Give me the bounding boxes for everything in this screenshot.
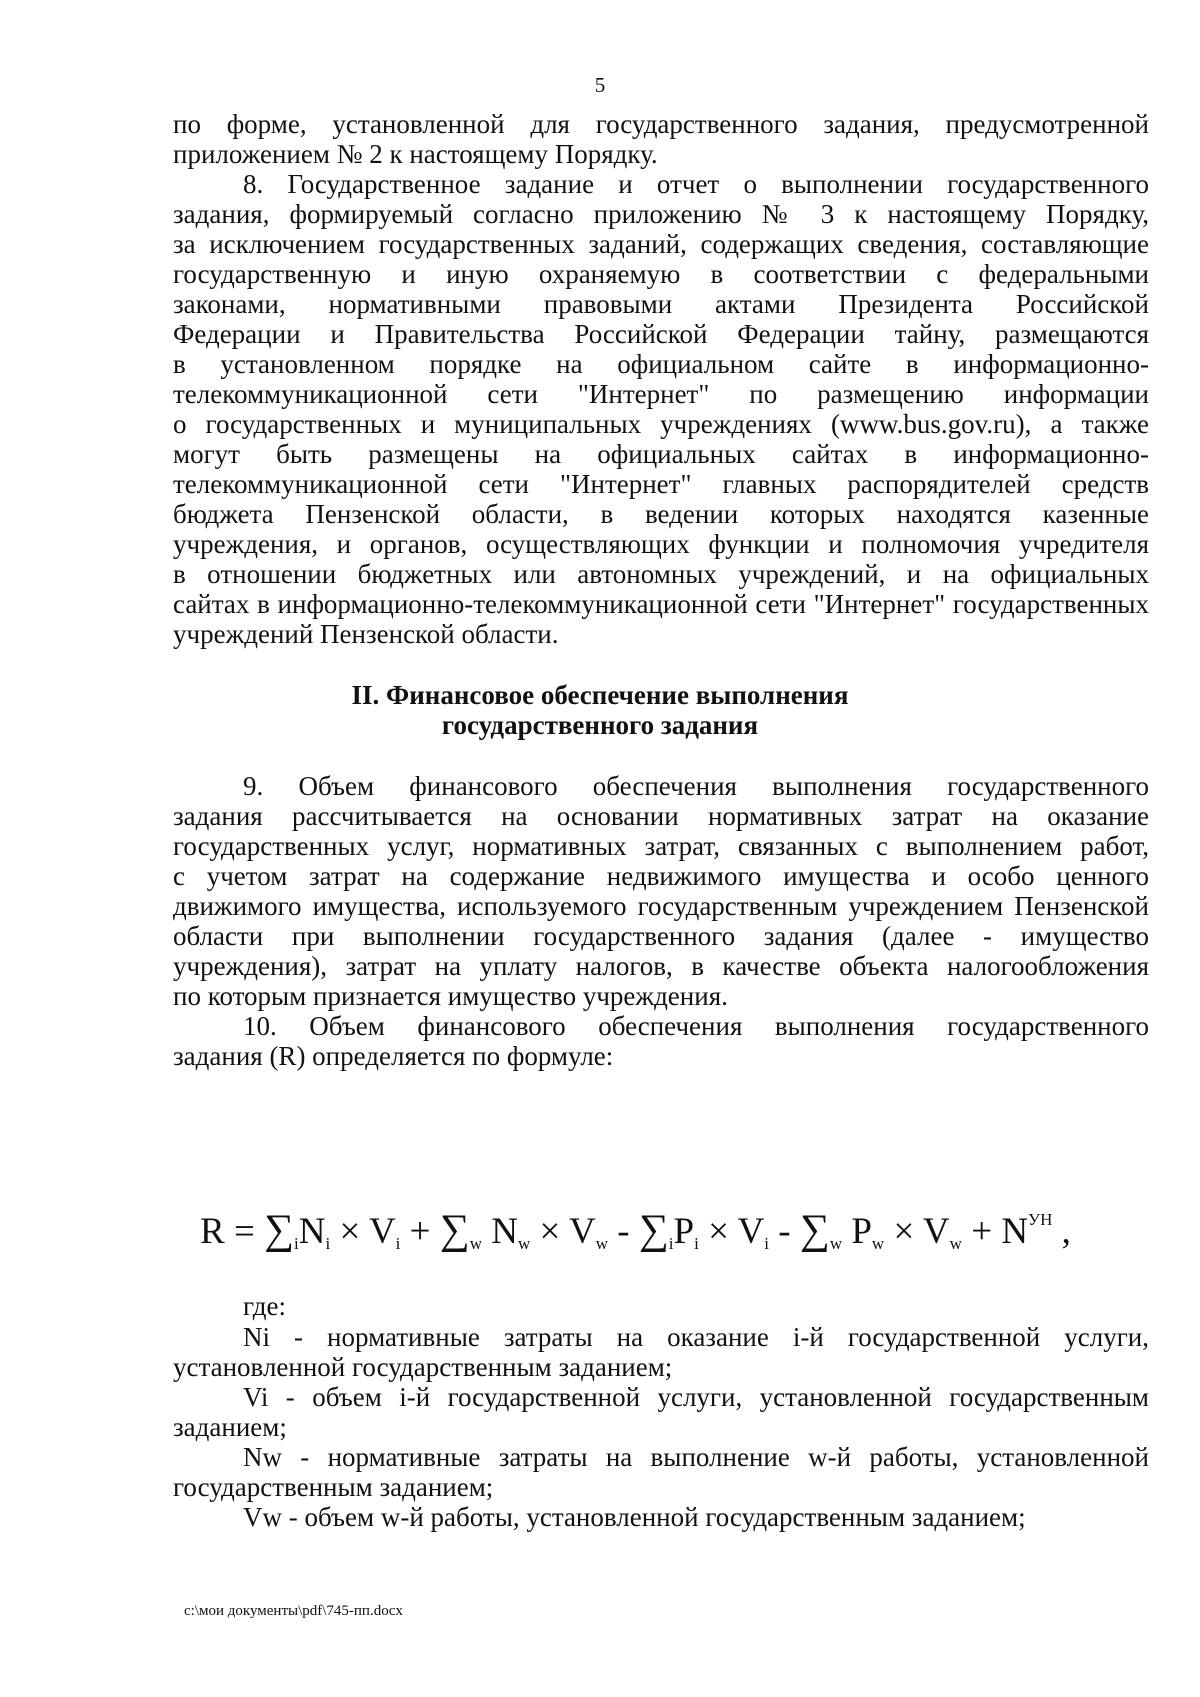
text-line: 8. Государственное задание и отчет о выполнении государственного — [243, 169, 1149, 199]
text-line: задания (R) определяется по формуле: — [173, 1041, 614, 1071]
text-line: 10. Объем финансового обеспечения выполнения государственного — [243, 1011, 1149, 1041]
formula-index: i — [325, 1234, 331, 1253]
file-path-footer: c:\мои документы\pdf\745-пп.docx — [184, 1603, 403, 1619]
formula-index: i — [764, 1234, 770, 1253]
text-line: области при выполнении государственного задания (далее - имущество — [173, 921, 1149, 951]
formula-index: w — [595, 1234, 609, 1253]
text-line: 9. Объем финансового обеспечения выполнения государственного — [243, 771, 1149, 801]
text-line: телекоммуникационной сети "Интернет" по размещению информации — [173, 379, 1149, 409]
text-line: законами, нормативными правовыми актами Президента Российской — [173, 289, 1149, 319]
formula-symbol: × — [708, 1211, 729, 1252]
formula-symbol: V — [737, 1211, 765, 1252]
text-line: задания, формируемый согласно приложению № 3 к настоящему Порядку, — [173, 199, 1149, 229]
text-line: бюджета Пензенской области, в ведении которых находятся казенные — [173, 499, 1149, 529]
text-line: по форме, установленной для государственного задания, предусмотренной — [173, 109, 1149, 139]
formula-index: УН — [1028, 1210, 1053, 1229]
text-line: Федерации и Правительства Российской Федерации тайну, размещаются — [173, 319, 1149, 349]
formula-index: w — [871, 1234, 885, 1253]
text-line: учреждений Пензенской области. — [173, 619, 559, 649]
formula-symbol: - — [617, 1211, 630, 1252]
text-line: приложением № 2 к настоящему Порядку. — [173, 139, 658, 169]
text-line: телекоммуникационной сети "Интернет" главных распорядителей средств — [173, 469, 1149, 499]
sum-icon: ∑ — [439, 1207, 470, 1253]
sum-icon: ∑ — [638, 1207, 669, 1253]
formula-symbol: V — [368, 1211, 396, 1252]
formula-symbol: P — [673, 1211, 695, 1252]
text-line: установленной государственным заданием; — [173, 1352, 673, 1382]
text-line: сайтах в информационно-телекоммуникационной сети "Интернет" государственных — [173, 589, 1149, 619]
text-line: Vw - объем w-й работы, установленной государственным заданием; — [243, 1502, 1026, 1532]
formula-symbol: = — [233, 1211, 255, 1252]
formula-symbol: , — [1061, 1211, 1071, 1252]
text-line: учреждения), затрат на уплату налогов, в качестве объекта налогообложения — [173, 951, 1149, 981]
text-line: государственную и иную охраняемую в соответствии с федеральными — [173, 259, 1149, 289]
text-line: в установленном порядке на официальном сайте в информационно- — [173, 349, 1149, 379]
formula-index: i — [694, 1234, 699, 1253]
formula-index: i — [668, 1234, 674, 1253]
formula-symbol: + — [409, 1211, 431, 1252]
text-line: задания рассчитывается на основании нормативных затрат на оказание — [173, 801, 1149, 831]
formula-index: w — [829, 1234, 843, 1253]
text-line: Ni - нормативные затраты на оказание i-й государственной услуги, — [243, 1322, 1149, 1352]
formula-symbol: × — [893, 1211, 915, 1252]
formula-symbol: N — [298, 1211, 326, 1252]
text-line: с учетом затрат на содержание недвижимого имущества и особо ценного — [173, 861, 1149, 891]
formula-symbol: N — [1001, 1211, 1029, 1252]
text-line: государственных услуг, нормативных затрат, связанных с выполнением работ, — [173, 831, 1149, 861]
formula-symbol: P — [851, 1211, 872, 1252]
text-line: в отношении бюджетных или автономных учреждений, и на официальных — [173, 559, 1149, 589]
formula — [200, 1192, 1160, 1253]
sum-icon: ∑ — [799, 1207, 830, 1253]
text-line: по которым признается имущество учреждения. — [173, 981, 728, 1011]
formula-symbol: - — [778, 1211, 791, 1252]
text-line: Vi - объем i-й государственной услуги, установленной государственным — [243, 1382, 1149, 1412]
text-line: могут быть размещены на официальных сайтах в информационно- — [173, 439, 1149, 469]
formula-symbol: V — [569, 1211, 596, 1252]
section-heading: государственного задания — [441, 710, 759, 740]
sum-icon: ∑ — [264, 1207, 295, 1253]
formula-index: w — [469, 1234, 483, 1253]
text-line: о государственных и муниципальных учреждениях (www.bus.gov.ru), а также — [173, 409, 1149, 439]
page-number: 5 — [594, 73, 606, 97]
formula-symbol: + — [971, 1211, 993, 1252]
text-line: заданием; — [173, 1412, 287, 1442]
text-line: учреждения, и органов, осуществляющих функции и полномочия учредителя — [173, 529, 1149, 559]
text-line: Nw - нормативные затраты на выполнение w-й работы, установленной — [243, 1442, 1149, 1472]
formula-symbol: × — [339, 1211, 361, 1252]
formula-index: i — [395, 1234, 401, 1253]
text-line: государственным заданием; — [173, 1472, 494, 1502]
text-line: где: — [243, 1291, 286, 1321]
text-line: движимого имущества, используемого государственным учреждением Пензенской — [173, 891, 1149, 921]
formula-symbol: V — [922, 1211, 950, 1252]
section-heading: II. Финансовое обеспечение выполнения — [351, 680, 849, 710]
formula-symbol: N — [491, 1211, 518, 1252]
formula-index: i — [294, 1234, 299, 1253]
text-line: за исключением государственных заданий, содержащих сведения, составляющие — [173, 229, 1149, 259]
formula-index: w — [949, 1234, 962, 1253]
formula-symbol: R — [200, 1211, 225, 1252]
formula-symbol: × — [539, 1211, 561, 1252]
formula-index: w — [518, 1234, 531, 1253]
